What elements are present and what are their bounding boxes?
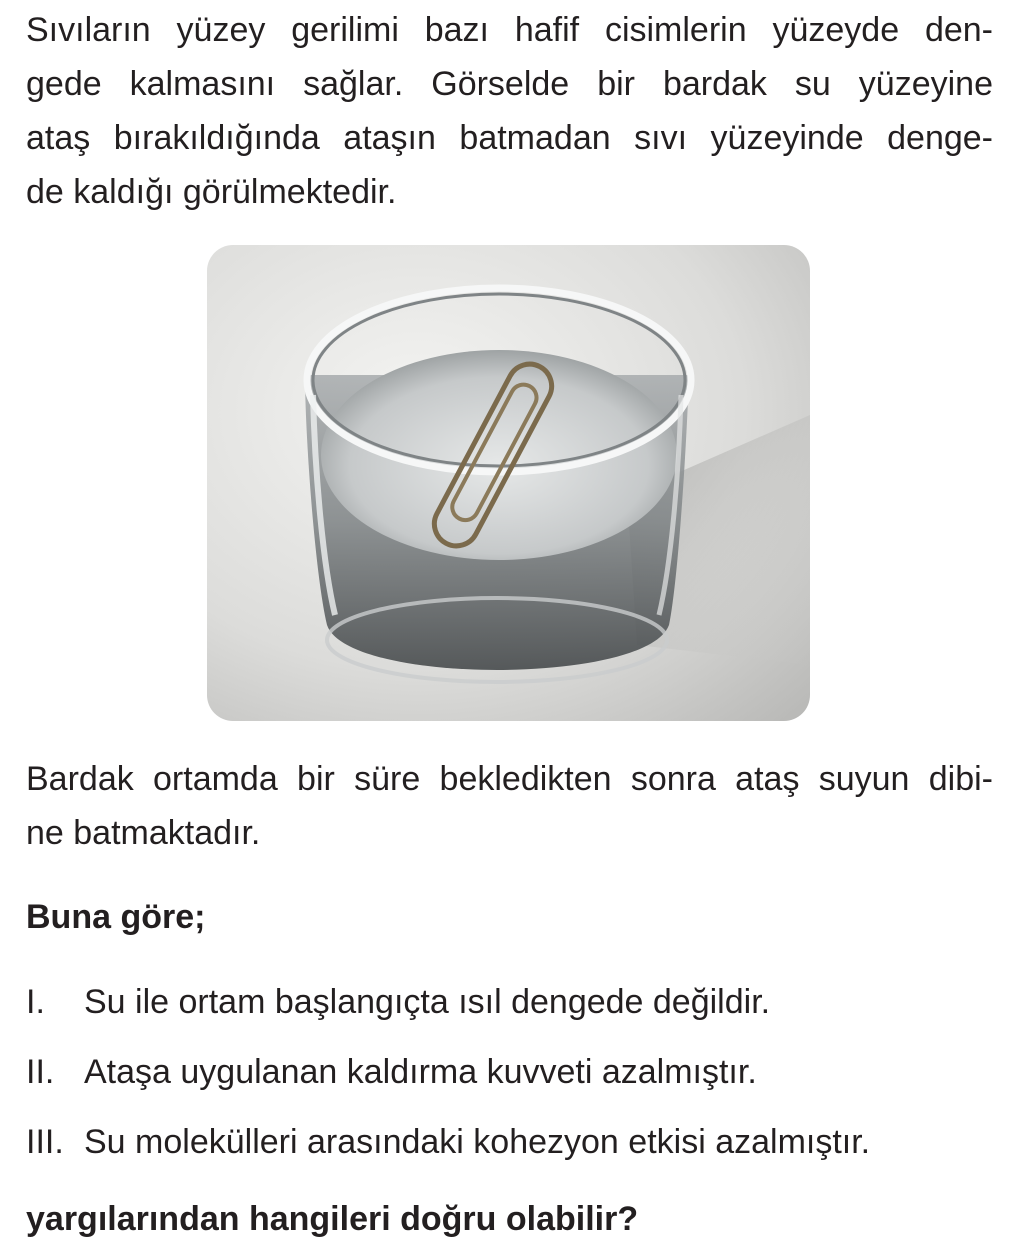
statement-text: Su ile ortam başlangıçta ısıl dengede değildir. — [84, 983, 771, 1021]
question-text: yargılarından hangileri doğru olabilir? — [26, 1200, 639, 1238]
intro-paragraph — [26, 3, 993, 219]
statement-number: I. — [26, 983, 45, 1021]
glass-water-paperclip-photo — [207, 245, 810, 721]
statement-number: III. — [26, 1123, 64, 1161]
statement-1 — [26, 982, 770, 1022]
statement-3 — [26, 1122, 870, 1162]
paragraph-line: gede kalmasını sağlar. Görselde bir bardak su yüzeyine — [26, 65, 993, 103]
after-paragraph — [26, 752, 993, 860]
statement-text: Ataşa uygulanan kaldırma kuvveti azalmıştır. — [84, 1053, 757, 1091]
lead-text: Buna göre; — [26, 898, 206, 936]
paragraph-line: ataş bırakıldığında ataşın batmadan sıvı yüzeyinde denge- — [26, 119, 993, 157]
statement-text: Su molekülleri arasındaki kohezyon etkisi azalmıştır. — [84, 1123, 871, 1161]
paragraph-line: Sıvıların yüzey gerilimi bazı hafif cisimlerin yüzeyde den- — [26, 11, 993, 49]
paragraph-line: ne batmaktadır. — [26, 814, 261, 852]
statement-2 — [26, 1052, 757, 1092]
paragraph-line: de kaldığı görülmektedir. — [26, 173, 397, 211]
statement-number: II. — [26, 1053, 55, 1091]
paragraph-line: Bardak ortamda bir süre bekledikten sonra ataş suyun dibi- — [26, 760, 993, 798]
